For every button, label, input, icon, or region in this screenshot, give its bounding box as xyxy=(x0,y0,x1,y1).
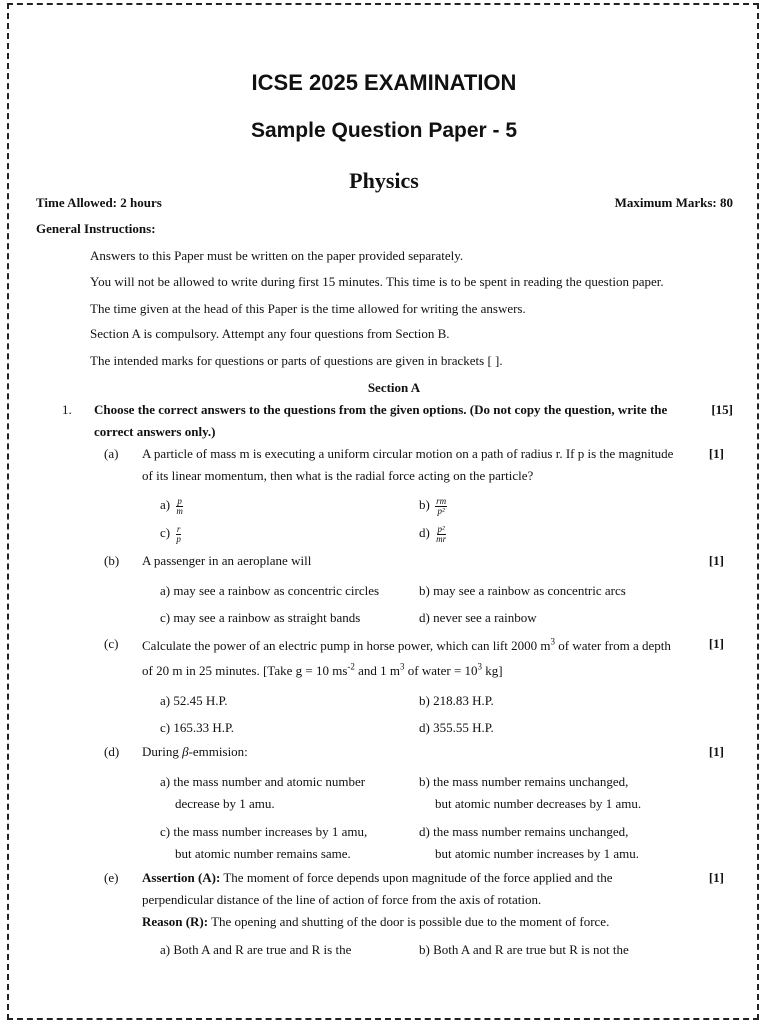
option-a: a) 52.45 H.P. xyxy=(160,693,228,708)
instruction-item: Section A is compulsory. Attempt any four questions from Section B. xyxy=(90,326,450,341)
fraction: $\frac{r}{p}$ xyxy=(176,523,181,544)
option-a: a) $\frac{p}{m}$ xyxy=(160,495,183,516)
option-a: a) the mass number and atomic number xyxy=(160,774,366,789)
option-b: b) the mass number remains unchanged, xyxy=(419,774,629,789)
time-allowed: Time Allowed: 2 hours xyxy=(36,195,162,210)
question-text: Choose the correct answers to the questions from the given options. (Do not copy the question, write the xyxy=(94,402,668,417)
instructions-heading: General Instructions: xyxy=(36,221,156,236)
subquestion-label: (e) xyxy=(104,870,119,885)
option-d: d) never see a rainbow xyxy=(419,610,537,625)
subquestion-text: of 20 m in 25 minutes. [Take g = 10 $ms^{-2}$ and 1 $m^3$ of water = $10^3$ kg] xyxy=(142,661,503,678)
subquestion-marks: [1] xyxy=(708,744,724,759)
fraction: $\frac{p}{m}$ xyxy=(176,495,183,516)
instruction-item: Answers to this Paper must be written on the paper provided separately. xyxy=(90,248,464,263)
option-c: c) 165.33 H.P. xyxy=(160,720,235,735)
option-c-cont: but atomic number remains same. xyxy=(175,846,351,861)
question-number: 1. xyxy=(62,402,72,417)
reason-text: Reason (R): The opening and shutting of the door is possible due to the moment of force. xyxy=(142,914,610,929)
instruction-item: You will not be allowed to write during first 15 minutes. This time is to be spent in reading the question paper. xyxy=(90,274,664,289)
subquestion-text: During β-emmision: xyxy=(142,744,248,759)
option-a: a) may see a rainbow as concentric circles xyxy=(160,583,380,598)
option-a: a) Both A and R are true and R is the xyxy=(160,942,352,957)
subquestion-text: of its linear momentum, then what is the radial force acting on the particle? xyxy=(142,468,534,483)
instruction-item: The intended marks for questions or parts of questions are given in brackets [ ]. xyxy=(90,353,503,368)
question-text: correct answers only.) xyxy=(94,424,216,439)
beta-symbol: β xyxy=(182,744,189,759)
option-d: d) 355.55 H.P. xyxy=(419,720,494,735)
subquestion-marks: [1] xyxy=(708,553,724,568)
option-d: d) the mass number remains unchanged, xyxy=(419,824,629,839)
option-b: b) 218.83 H.P. xyxy=(419,693,494,708)
option-a-cont: decrease by 1 amu. xyxy=(175,796,275,811)
option-b: b) $\frac{rm}{\text{p²}}$ xyxy=(419,495,447,516)
question-marks: [15] xyxy=(711,402,733,417)
subquestion-marks: [1] xyxy=(708,636,724,651)
assertion-text: Assertion (A): The moment of force depends upon magnitude of the force applied and the xyxy=(142,870,613,885)
subquestion-text: Calculate the power of an electric pump in horse power, which can lift 2000 $m^3$ of water from a depth xyxy=(142,636,671,653)
option-c: c) $\frac{r}{p}$ xyxy=(160,523,181,544)
max-marks: Maximum Marks: 80 xyxy=(614,195,733,210)
paper-title: Sample Question Paper - 5 xyxy=(250,119,518,142)
option-d-cont: but atomic number increases by 1 amu. xyxy=(435,846,639,861)
option-b: b) Both A and R are true but R is not the xyxy=(419,942,629,957)
subject-title: Physics xyxy=(349,168,419,193)
subquestion-marks: [1] xyxy=(708,870,724,885)
section-a-title: Section A xyxy=(367,380,421,395)
subquestion-label: (d) xyxy=(104,744,120,759)
subquestion-text: A passenger in an aeroplane will xyxy=(142,553,312,568)
subquestion-label: (c) xyxy=(104,636,119,651)
subquestion-text: A particle of mass m is executing a uniform circular motion on a path of radius r. If p is the magnitude xyxy=(142,446,674,461)
assertion-text-cont: perpendicular distance of the line of action of force from the axis of rotation. xyxy=(142,892,542,907)
fraction: $\frac{rm}{\text{p²}}$ xyxy=(436,495,447,516)
fraction: $\frac{\text{p²}}{mr}$ xyxy=(436,523,447,544)
subquestion-marks: [1] xyxy=(708,446,724,461)
option-b: b) may see a rainbow as concentric arcs xyxy=(419,583,626,598)
option-d: d) $\frac{\text{p²}}{mr}$ xyxy=(419,523,447,544)
exam-title: ICSE 2025 EXAMINATION xyxy=(251,70,517,95)
option-b-cont: but atomic number decreases by 1 amu. xyxy=(435,796,642,811)
instruction-item: The time given at the head of this Paper is the time allowed for writing the answers. xyxy=(90,301,526,316)
subquestion-label: (b) xyxy=(104,553,120,568)
option-c: c) the mass number increases by 1 amu, xyxy=(160,824,368,839)
subquestion-label: (a) xyxy=(104,446,119,461)
option-c: c) may see a rainbow as straight bands xyxy=(160,610,361,625)
